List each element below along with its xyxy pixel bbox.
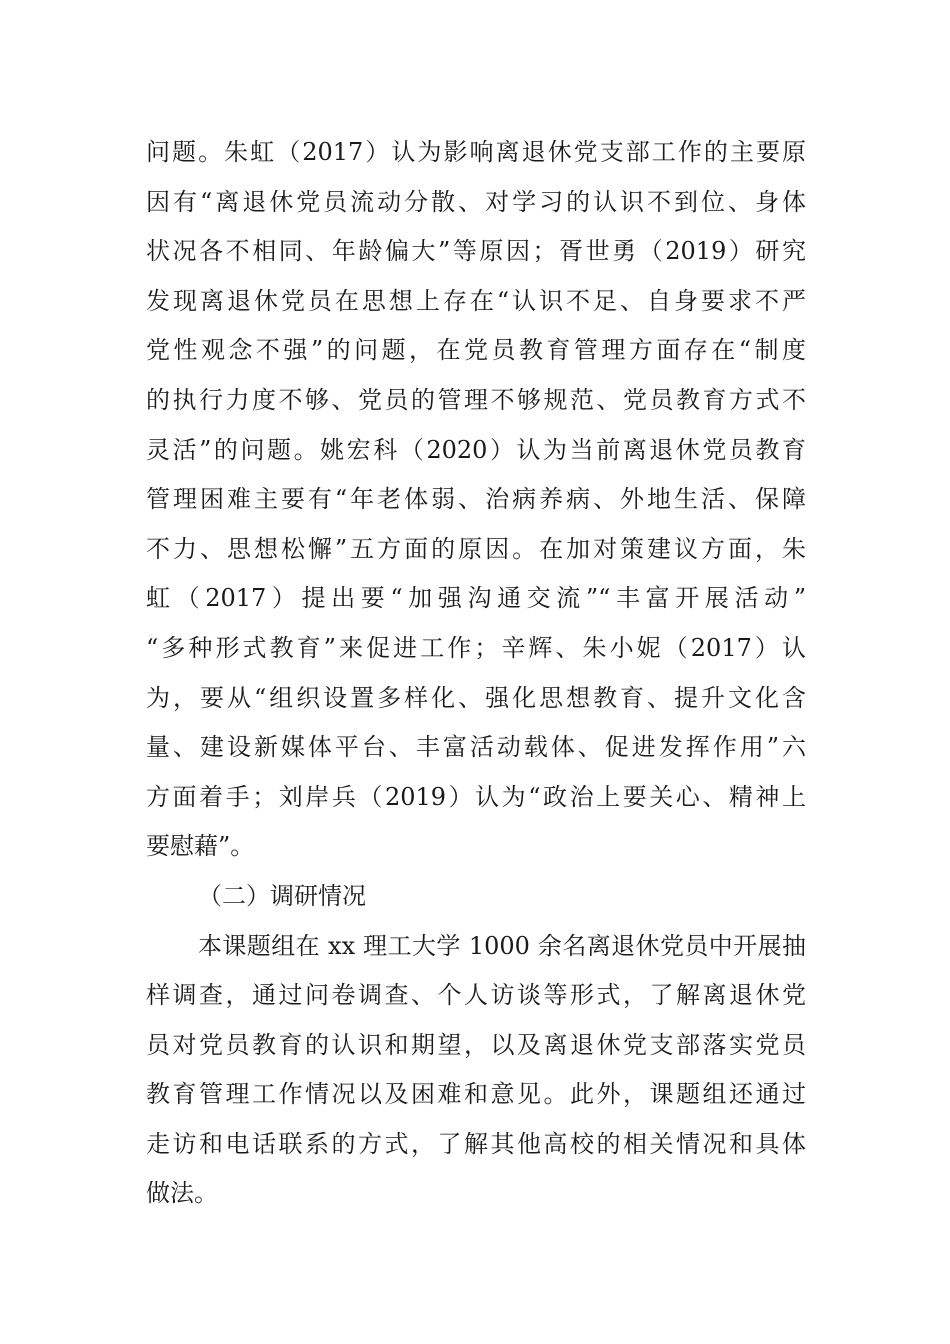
text-line: 为，要从“组织设置多样化、强化思想教育、提升文化含 <box>146 683 806 712</box>
text-line: 员对党员教育的认识和期望，以及离退休党支部落实党员 <box>146 1030 806 1059</box>
text-line: 方面着手；刘岸兵（2019）认为“政治上要关心、精神上 <box>146 782 806 811</box>
text-line: 样调查，通过问卷调查、个人访谈等形式，了解离退休党 <box>146 981 806 1010</box>
section-heading: （二）调研情况 <box>198 881 366 910</box>
text-line: 量、建设新媒体平台、丰富活动载体、促进发挥作用”六 <box>146 733 806 762</box>
text-line: 状况各不相同、年龄偏大”等原因；胥世勇（2019）研究 <box>146 237 806 266</box>
paragraph-literature-review <box>146 128 806 872</box>
text-line: 因有“离退休党员流动分散、对学习的认识不到位、身体 <box>146 187 806 216</box>
text-line: 的执行力度不够、党员的管理不够规范、党员教育方式不 <box>146 385 806 414</box>
text-line: 党性观念不强”的问题，在党员教育管理方面存在“制度 <box>146 336 806 365</box>
text-line: 本课题组在 xx 理工大学 1000 余名离退休党员中开展抽 <box>198 931 806 960</box>
text-line: 走访和电话联系的方式，了解其他高校的相关情况和具体 <box>146 1129 806 1158</box>
text-line: 做法。 <box>146 1179 218 1208</box>
text-line: 管理困难主要有“年老体弱、治病养病、外地生活、保障 <box>146 485 806 514</box>
text-line: 教育管理工作情况以及困难和意见。此外，课题组还通过 <box>146 1080 806 1109</box>
text-line: 虹（2017）提出要“加强沟通交流”“丰富开展活动” <box>146 584 806 613</box>
document-body <box>146 128 806 1219</box>
text-line: 要慰藉”。 <box>146 832 255 861</box>
text-line: 发现离退休党员在思想上存在“认识不足、自身要求不严 <box>146 286 806 315</box>
text-line: 不力、思想松懈”五方面的原因。在加对策建议方面，朱 <box>146 534 806 563</box>
paragraph-survey-situation <box>146 922 806 1220</box>
text-line: “多种形式教育”来促进工作；辛辉、朱小妮（2017）认 <box>146 633 806 662</box>
text-line: 灵活”的问题。姚宏科（2020）认为当前离退休党员教育 <box>146 435 806 464</box>
text-line: 问题。朱虹（2017）认为影响离退休党支部工作的主要原 <box>146 138 806 166</box>
